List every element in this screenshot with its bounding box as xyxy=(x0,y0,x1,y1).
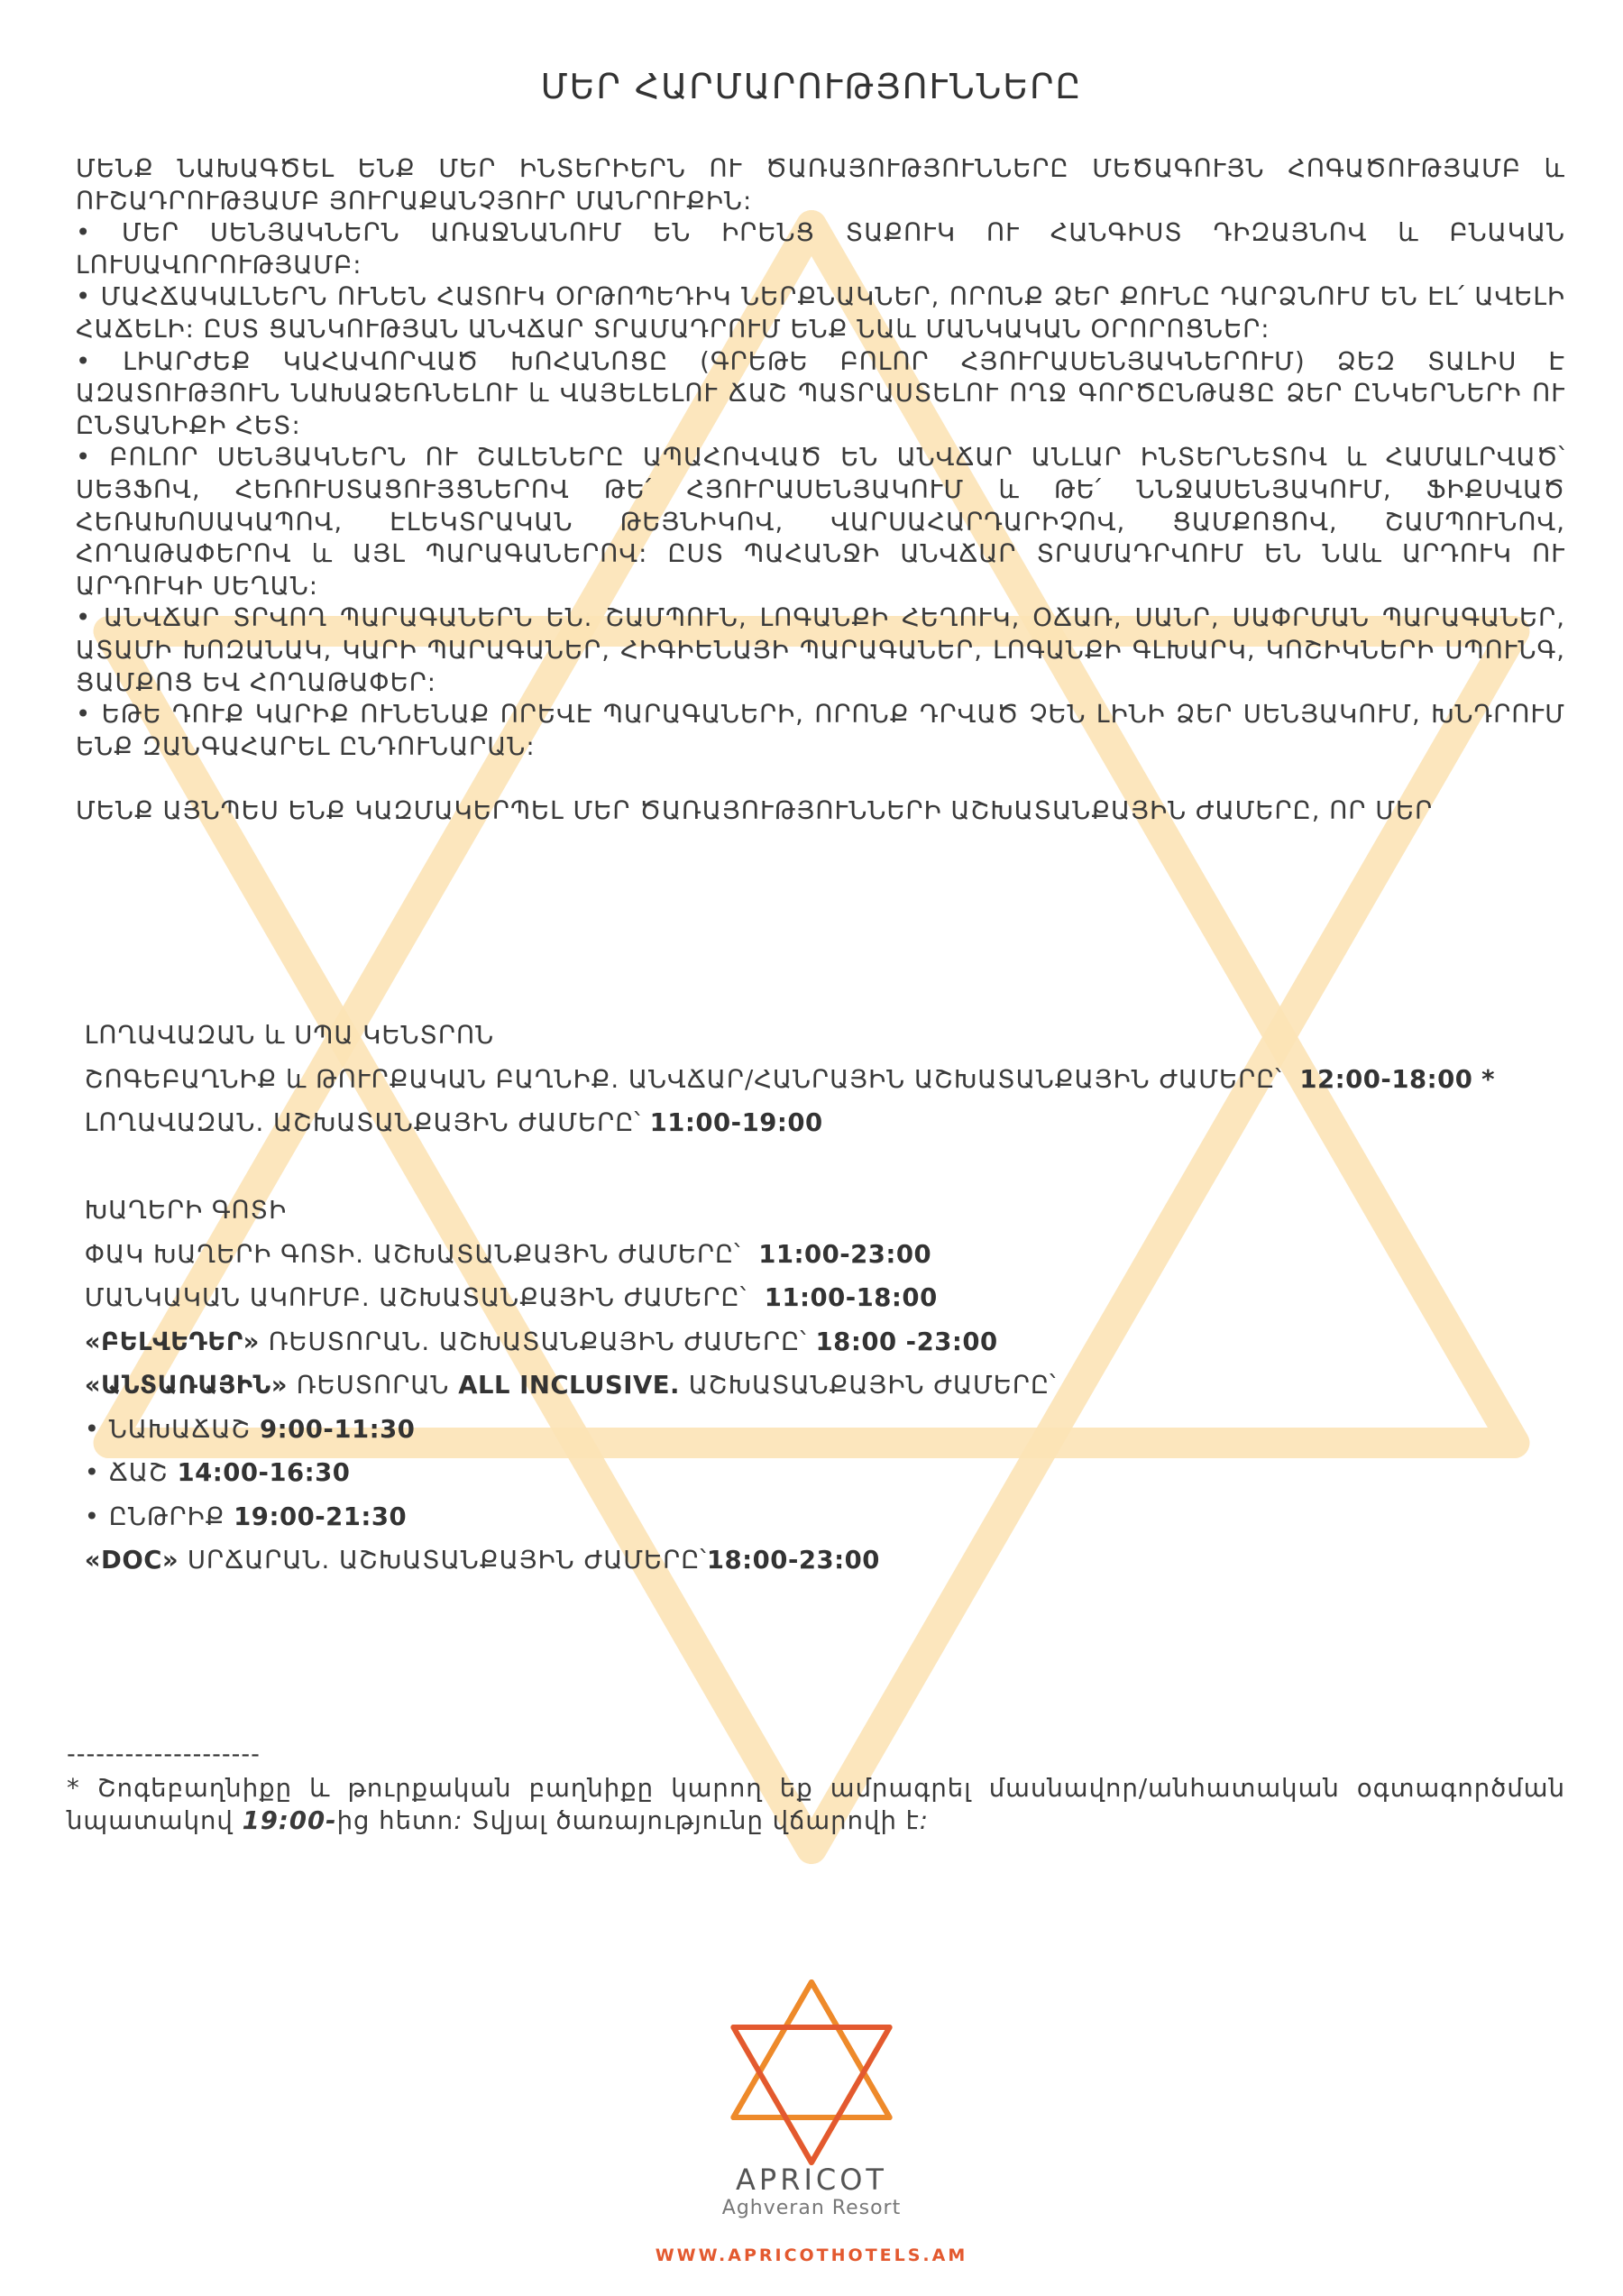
hours-intro: ՄԵՆՔ ԱՅՆՊԵՍ ԵՆՔ ԿԱԶՄԱԿԵՐՊԵԼ ՄԵՐ ԾԱՌԱՅՈՒԹՅՈՒՆՆԵՐԻ ԱՇԽԱՏԱՆՔԱՅԻՆ ԺԱՄԵՐԸ, ՈՐ ՄԵՐ xyxy=(76,796,1434,826)
belveder-hours: 18:00 -23:00 xyxy=(815,1327,998,1356)
intro-section xyxy=(76,153,1565,828)
footnote: * Շոգեբաղնիքը և թուրքական բաղնիքը կարող եք ամրագրել մասնավոր/անհատական օգտագործման նպատակով 19:00-ից հետո: Տվյալ ծառայությունը վճարովի է: xyxy=(67,1774,1565,1835)
intro-bullet-rooms: • ՄԵՐ ՍԵՆՅԱԿՆԵՐՆ ԱՌԱՋՆԱՆՈՒՄ ԵՆ ԻՐԵՆՑ ՏԱՔՈՒԿ ՈՒ ՀԱՆԳԻՍՏ ԴԻԶԱՅՆՈՎ և ԲՆԱԿԱՆ ԼՈՒՍԱՎՈՐՈՒԹՅԱՄԲ: xyxy=(76,218,1565,280)
intro-paragraph: ՄԵՆՔ ՆԱԽԱԳԾԵԼ ԵՆՔ ՄԵՐ ԻՆՏԵՐԻԵՐՆ ՈՒ ԾԱՌԱՅՈՒԹՅՈՒՆՆԵՐԸ ՄԵԾԱԳՈՒՅՆ ՀՈԳԱԾՈՒԹՅԱՄԲ և ՈՒՇԱԴՐՈՒԹՅԱՄԲ ՅՈՒՐԱՔԱՆՉՅՈՒՐ ՄԱՆՐՈՒՔԻՆ: xyxy=(76,154,1565,216)
intro-bullet-kitchen: • ԼԻԱՐԺԵՔ ԿԱՀԱՎՈՐՎԱԾ ԽՈՀԱՆՈՑԸ (ԳՐԵԹԵ ԲՈԼՈՐ ՀՅՈՒՐԱՍԵՆՅԱԿՆԵՐՈՒՄ) ՁԵԶ ՏԱԼԻՍ Է ԱԶԱՏՈՒԹՅՈՒՆ ՆԱԽԱՁԵՌՆԵԼՈՒ և ՎԱՅԵԼԵԼՈՒ ՃԱՇ ՊԱՏՐԱՍՏԵԼՈՒ ՈՂՋ ԳՈՐԾԸՆԹԱՑԸ ՁԵՐ ԸՆԿԵՐՆԵՐԻ ՈՒ ԸՆՏԱՆԻՔԻ ՀԵՏ: xyxy=(76,346,1565,440)
dinner-hours: 19:00-21:30 xyxy=(234,1502,408,1531)
lunch-hours: 14:00-16:30 xyxy=(177,1458,351,1487)
hours-schedule xyxy=(76,1014,1609,1583)
website-link[interactable]: WWW.APRICOTHOTELS.AM xyxy=(655,2245,968,2265)
spa-heading: ԼՈՂԱՎԱԶԱՆ և ՍՊԱ ԿԵՆՏՐՈՆ xyxy=(84,1021,495,1050)
brand-subtitle: Aghveran Resort xyxy=(721,2197,902,2219)
footnote-marker: * xyxy=(1481,1064,1496,1094)
sauna-hours: 12:00-18:00 xyxy=(1299,1064,1473,1094)
doc-hours: 18:00-23:00 xyxy=(706,1546,880,1575)
intro-bullet-reception: • ԵԹԵ ԴՈՒՔ ԿԱՐԻՔ ՈՒՆԵՆԱՔ ՈՐԵՎԷ ՊԱՐԱԳԱՆԵՐԻ, ՈՐՈՆՔ ԴՐՎԱԾ ՉԵՆ ԼԻՆԻ ՁԵՐ ՍԵՆՅԱԿՈՒՄ, ԽՆԴՐՈՒՄ ԵՆՔ ԶԱՆԳԱՀԱՐԵԼ ԸՆԴՈՒՆԱՐԱՆ: xyxy=(76,700,1565,761)
page-title: ՄԵՐ ՀԱՐՄԱՐՈՒԹՅՈՒՆՆԵՐԸ xyxy=(540,67,1083,106)
kids-club-hours: 11:00-18:00 xyxy=(764,1283,938,1312)
indoor-games-row: ՓԱԿ ԽԱՂԵՐԻ ԳՈՏԻ. ԱՇԽԱՏԱՆՔԱՅԻՆ ԺԱՄԵՐԸ՝ 11:00-23:00 xyxy=(84,1239,932,1269)
meal-lunch-row: • ՃԱՇ 14:00-16:30 xyxy=(84,1458,351,1487)
pool-hours: 11:00-19:00 xyxy=(649,1108,823,1137)
intro-bullet-beds: • ՄԱՀՃԱԿԱԼՆԵՐՆ ՈՒՆԵՆ ՀԱՏՈՒԿ ՕՐԹՈՊԵԴԻԿ ՆԵՐՔՆԱԿՆԵՐ, ՈՐՈՆՔ ՁԵՐ ՔՈՒՆԸ ԴԱՐՁՆՈՒՄ ԵՆ ԷԼ՛ ԱՎԵԼԻ ՀԱՃԵԼԻ: ԸՍՏ ՑԱՆԿՈՒԹՅԱՆ ԱՆՎՃԱՐ ՏՐԱՄԱԴՐՈՒՄ ԵՆՔ ՆԱև ՄԱՆԿԱԿԱՆ ՕՐՈՐՈՑՆԵՐ: xyxy=(76,282,1565,344)
intro-bullet-toiletries: • ԱՆՎՃԱՐ ՏՐՎՈՂ ՊԱՐԱԳԱՆԵՐՆ ԵՆ. ՇԱՄՊՈՒՆ, ԼՈԳԱՆՔԻ ՀԵՂՈՒԿ, ՕՃԱՌ, ՍԱՆՐ, ՍԱՓՐՄԱՆ ՊԱՐԱԳԱՆԵՐ, ԱՏԱՄԻ ԽՈԶԱՆԱԿ, ԿԱՐԻ ՊԱՐԱԳԱՆԵՐ, ՀԻԳԻԵՆԱՅԻ ՊԱՐԱԳԱՆԵՐ, ԼՈԳԱՆՔԻ ԳԼԽԱՐԿ, ԿՈՇԻԿՆԵՐԻ ՍՊՈՒՆԳ, ՑԱՄՔՈՑ ԵՎ ՀՈՂԱԹԱՓԵՐ: xyxy=(76,603,1565,697)
games-heading: ԽԱՂԵՐԻ ԳՈՏԻ xyxy=(84,1196,288,1225)
intro-bullet-amenities: • ԲՈԼՈՐ ՍԵՆՅԱԿՆԵՐՆ ՈՒ ՇԱԼԵՆԵՐԸ ԱՊԱՀՈՎՎԱԾ ԵՆ ԱՆՎՃԱՐ ԱՆԼԱՐ ԻՆՏԵՐՆԵՏՈՎ և ՀԱՄԱԼՐՎԱԾ՝ ՍԵՅՖՈՎ, ՀԵՌՈՒՍՏԱՑՈՒՅՑՆԵՐՈՎ ԹԵ՛ ՀՅՈՒՐԱՍԵՆՅԱԿՈՒՄ և ԹԵ՛ ՆՆՋԱՍԵՆՅԱԿՈՒՄ, ՖԻՔՍՎԱԾ ՀԵՌԱԽՈՍԱԿԱՊՈՎ, ԷԼԵԿՏՐԱԿԱՆ ԹԵՅՆԻԿՈՎ, ՎԱՐՍԱՀԱՐԴԱՐԻՉՈՎ, ՑԱՄՔՈՑՈՎ, ՇԱՄՊՈՒՆՈՎ, ՀՈՂԱԹԱՓԵՐՈՎ և ԱՅԼ ՊԱՐԱԳԱՆԵՐՈՎ: ԸՍՏ ՊԱՀԱՆՋԻ ԱՆՎՃԱՐ ՏՐԱՄԱԴՐՎՈՒՄ ԵՆ ՆԱև ԱՐԴՈՒԿ ՈՒ ԱՐԴՈՒԿԻ ՍԵՂԱՆ: xyxy=(76,443,1565,601)
doc-row: «DOC» ՍՐՃԱՐԱՆ. ԱՇԽԱՏԱՆՔԱՅԻՆ ԺԱՄԵՐԸ՝18:00-23:00 xyxy=(84,1546,880,1575)
footnote-divider: -------------------- xyxy=(67,1740,261,1768)
indoor-games-hours: 11:00-23:00 xyxy=(758,1239,932,1269)
belveder-row: «ԲԵԼՎԵԴԵՐ» ՌԵՍՏՈՐԱՆ. ԱՇԽԱՏԱՆՔԱՅԻՆ ԺԱՄԵՐԸ՝ 18:00 -23:00 xyxy=(84,1327,998,1356)
apricot-logo-icon xyxy=(703,1964,920,2181)
pool-hours-row: ԼՈՂԱՎԱԶԱՆ. ԱՇԽԱՏԱՆՔԱՅԻՆ ԺԱՄԵՐԸ՝ 11:00-19:00 xyxy=(84,1108,823,1137)
sauna-hours-row: ՇՈԳԵԲԱՂՆԻՔ և ԹՈՒՐՔԱԿԱՆ ԲԱՂՆԻՔ. ԱՆՎՃԱՐ/ՀԱՆՐԱՅԻՆ ԱՇԽԱՏԱՆՔԱՅԻՆ ԺԱՄԵՐԸ՝ 12:00-18:00 * xyxy=(84,1064,1496,1094)
brand-name: APRICOT xyxy=(736,2163,887,2197)
antarayin-row: «ԱՆՏԱՌԱՅԻՆ» ՌԵՍՏՈՐԱՆ ALL INCLUSIVE. ԱՇԽԱՏԱՆՔԱՅԻՆ ԺԱՄԵՐԸ՝ xyxy=(84,1371,1057,1400)
breakfast-hours: 9:00-11:30 xyxy=(260,1414,416,1444)
kids-club-row: ՄԱՆԿԱԿԱՆ ԱԿՈՒՄԲ. ԱՇԽԱՏԱՆՔԱՅԻՆ ԺԱՄԵՐԸ՝ 11:00-18:00 xyxy=(84,1283,938,1312)
meal-breakfast-row: • ՆԱԽԱՃԱՇ 9:00-11:30 xyxy=(84,1414,416,1444)
meal-dinner-row: • ԸՆԹՐԻՔ 19:00-21:30 xyxy=(84,1502,408,1531)
